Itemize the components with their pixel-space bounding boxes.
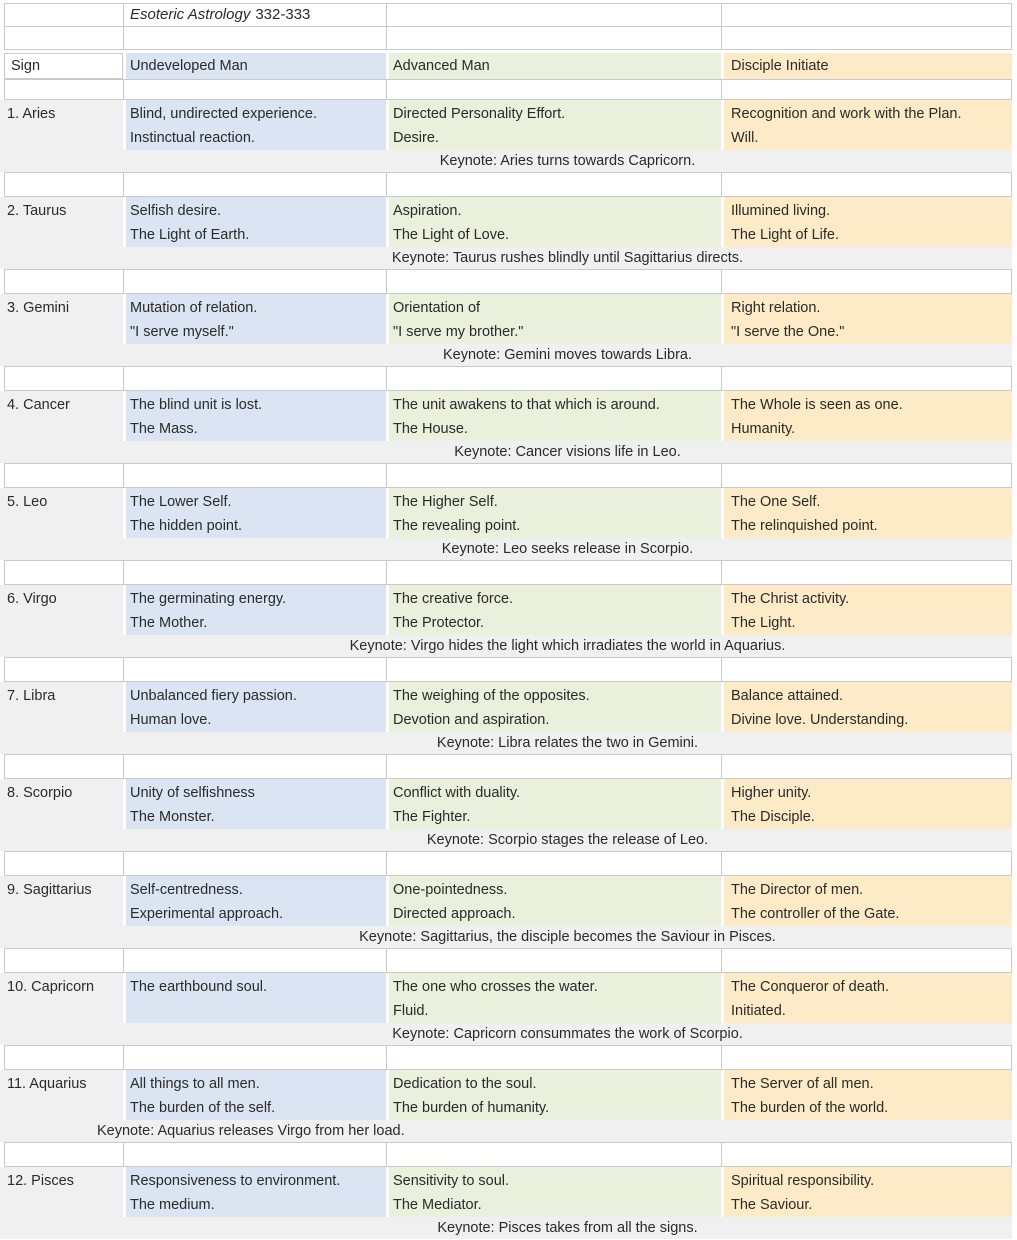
spacer-cell [124, 852, 387, 875]
cell-line: The Server of all men. [731, 1076, 874, 1092]
spacer-cell [5, 1143, 124, 1166]
sign-cell: 10. Capricorn [0, 973, 123, 1023]
advanced-man-cell [386, 100, 721, 150]
cell-line: Fluid. [393, 1003, 429, 1019]
sign-row-block [0, 100, 1012, 197]
column-header-sign: Sign [4, 53, 123, 79]
column-header-advanced-man: Advanced Man [386, 53, 721, 79]
sign-row-block [0, 294, 1012, 391]
disciple-initiate-cell [721, 973, 1012, 1023]
cell-line: Conflict with duality. [393, 785, 521, 801]
cell-line: The Higher Self. [393, 494, 498, 510]
advanced-man-cell [386, 876, 721, 926]
undeveloped-man-cell [123, 1070, 386, 1120]
spacer-cell [722, 755, 1011, 778]
keynote-row: Keynote: Gemini moves towards Libra. [0, 344, 1012, 366]
sign-cell: 4. Cancer [0, 391, 123, 441]
cell-line: "I serve myself." [130, 324, 234, 340]
spacer-cell [124, 367, 387, 390]
spacer-row [0, 172, 1012, 197]
spacer-cell [387, 1046, 722, 1069]
content-row [0, 391, 1012, 441]
spacer-cell [5, 949, 124, 972]
spacer-cell [387, 1143, 722, 1166]
undeveloped-man-cell [123, 294, 386, 344]
sign-row-block [0, 391, 1012, 488]
undeveloped-man-cell [123, 585, 386, 635]
spacer-cell [124, 949, 387, 972]
spacer-row-inner [4, 754, 1012, 779]
undeveloped-man-cell [123, 876, 386, 926]
spacer-cell [387, 367, 722, 390]
disciple-initiate-cell [721, 876, 1012, 926]
spacer-cell [124, 1046, 387, 1069]
cell-line: The Christ activity. [731, 591, 850, 607]
spacer-cell [387, 80, 722, 99]
content-row [0, 100, 1012, 150]
spacer-cell [124, 270, 387, 293]
cell-line: Will. [731, 130, 759, 146]
spacer-row [0, 26, 1012, 50]
title-row-empty-cell [5, 4, 124, 26]
content-row [0, 973, 1012, 1023]
cell-line: The revealing point. [393, 518, 521, 534]
spacer-cell [387, 27, 722, 49]
spacer-row-inner [4, 1142, 1012, 1167]
column-header-disciple-initiate: Disciple Initiate [721, 53, 1012, 79]
spacer-cell [5, 270, 124, 293]
spacer-row [0, 1142, 1012, 1167]
cell-line: The germinating energy. [130, 591, 287, 607]
cell-line: Unbalanced fiery passion. [130, 688, 297, 704]
spacer-row [0, 948, 1012, 973]
sign-blocks [0, 100, 1012, 1239]
cell-line: Directed Personality Effort. [393, 106, 566, 122]
spacer-cell [387, 464, 722, 487]
spacer-cell [5, 80, 124, 99]
cell-line: One-pointedness. [393, 882, 508, 898]
advanced-man-cell [386, 1167, 721, 1217]
spacer-row [0, 1045, 1012, 1070]
sign-cell: 1. Aries [0, 100, 123, 150]
cell-line: The one who crosses the water. [393, 979, 598, 995]
cell-line: The Light of Love. [393, 227, 510, 243]
advanced-man-cell [386, 973, 721, 1023]
undeveloped-man-cell [123, 100, 386, 150]
cell-line: The burden of the self. [130, 1100, 276, 1116]
cell-line: Recognition and work with the Plan. [731, 106, 962, 122]
content-row [0, 682, 1012, 732]
cell-line: Selfish desire. [130, 203, 222, 219]
cell-line: Directed approach. [393, 906, 516, 922]
spacer-cell [387, 173, 722, 196]
advanced-man-cell [386, 682, 721, 732]
cell-line: The Lower Self. [130, 494, 232, 510]
spacer-cell [722, 367, 1011, 390]
cell-line: The Disciple. [731, 809, 815, 825]
advanced-man-cell [386, 1070, 721, 1120]
keynote-row: Keynote: Aquarius releases Virgo from her load. [0, 1120, 1012, 1142]
cell-line: Aspiration. [393, 203, 462, 219]
spacer-cell [124, 561, 387, 584]
cell-line: Responsiveness to environment. [130, 1173, 341, 1189]
spacer-cell [124, 173, 387, 196]
keynote-row: Keynote: Taurus rushes blindly until Sagittarius directs. [0, 247, 1012, 269]
spacer-cell [124, 755, 387, 778]
content-row [0, 876, 1012, 926]
spacer-cell [387, 658, 722, 681]
column-header-undeveloped-man: Undeveloped Man [123, 53, 386, 79]
title-page-numbers: 332-333 [255, 6, 311, 23]
cell-line: The Mass. [130, 421, 198, 437]
spacer-cell [5, 561, 124, 584]
spacer-cell [722, 80, 1011, 99]
cell-line: Human love. [130, 712, 212, 728]
spacer-row [0, 463, 1012, 488]
sign-row-block [0, 973, 1012, 1070]
cell-line: Initiated. [731, 1003, 786, 1019]
cell-line: The Light. [731, 615, 796, 631]
advanced-man-cell [386, 197, 721, 247]
cell-line: "I serve my brother." [393, 324, 524, 340]
disciple-initiate-cell [721, 779, 1012, 829]
cell-line: The Light of Earth. [130, 227, 250, 243]
spacer-row-inner [4, 366, 1012, 391]
spacer-cell [387, 852, 722, 875]
keynote-row: Keynote: Sagittarius, the disciple becomes the Saviour in Pisces. [0, 926, 1012, 948]
sign-cell: 8. Scorpio [0, 779, 123, 829]
spacer-row [0, 269, 1012, 294]
cell-line: The Director of men. [731, 882, 864, 898]
cell-line: The Monster. [130, 809, 215, 825]
sign-cell: 11. Aquarius [0, 1070, 123, 1120]
spacer-cell [5, 755, 124, 778]
spacer-row-inner [4, 463, 1012, 488]
keynote-row: Keynote: Leo seeks release in Scorpio. [0, 538, 1012, 560]
advanced-man-cell [386, 294, 721, 344]
disciple-initiate-cell [721, 197, 1012, 247]
cell-line: The Mother. [130, 615, 208, 631]
content-row [0, 488, 1012, 538]
sign-cell: 3. Gemini [0, 294, 123, 344]
cell-line: The earthbound soul. [130, 979, 268, 995]
cell-line: Higher unity. [731, 785, 812, 801]
cell-line: The Saviour. [731, 1197, 813, 1213]
cell-line: Right relation. [731, 300, 821, 316]
title-row-empty-cell [722, 4, 1011, 26]
advanced-man-cell [386, 391, 721, 441]
sign-cell: 2. Taurus [0, 197, 123, 247]
sign-row-block [0, 488, 1012, 585]
page-title [124, 4, 387, 26]
title-row [0, 3, 1012, 27]
column-header-row [0, 53, 1012, 79]
spacer-cell [722, 270, 1011, 293]
undeveloped-man-cell [123, 779, 386, 829]
cell-line: The controller of the Gate. [731, 906, 900, 922]
cell-line: The weighing of the opposites. [393, 688, 590, 704]
spacer-row [0, 560, 1012, 585]
spacer-row-inner [4, 851, 1012, 876]
cell-line: The Light of Life. [731, 227, 840, 243]
undeveloped-man-cell [123, 682, 386, 732]
disciple-initiate-cell [721, 585, 1012, 635]
advanced-man-cell [386, 585, 721, 635]
cell-line: Humanity. [731, 421, 796, 437]
spacer-cell [5, 852, 124, 875]
undeveloped-man-cell [123, 197, 386, 247]
cell-line: Blind, undirected experience. [130, 106, 318, 122]
undeveloped-man-cell [123, 391, 386, 441]
disciple-initiate-cell [721, 1167, 1012, 1217]
cell-line: The medium. [130, 1197, 215, 1213]
sign-row-block [0, 779, 1012, 876]
content-row [0, 779, 1012, 829]
spacer-row [0, 657, 1012, 682]
spacer-cell [124, 27, 387, 49]
spacer-cell [124, 1143, 387, 1166]
cell-line: The creative force. [393, 591, 514, 607]
spacer-row [0, 366, 1012, 391]
title-row-empty-cell [387, 4, 722, 26]
spacer-row [0, 754, 1012, 779]
spacer-cell [5, 464, 124, 487]
cell-line: Spiritual responsibility. [731, 1173, 875, 1189]
sign-row-block [0, 876, 1012, 973]
spacer-row-inner [4, 657, 1012, 682]
content-row [0, 294, 1012, 344]
cell-line: Illumined living. [731, 203, 831, 219]
spacer-row-inner [4, 948, 1012, 973]
cell-line: The burden of the world. [731, 1100, 889, 1116]
spacer-cell [124, 80, 387, 99]
cell-line: Unity of selfishness [130, 785, 255, 801]
cell-line: The burden of humanity. [393, 1100, 550, 1116]
spacer-cell [722, 561, 1011, 584]
spacer-cell [5, 367, 124, 390]
spacer-cell [5, 173, 124, 196]
cell-line: The Protector. [393, 615, 485, 631]
spacer-cell [722, 27, 1011, 49]
spacer-row-inner [4, 172, 1012, 197]
spacer-row-inner [4, 560, 1012, 585]
cell-line: The Whole is seen as one. [731, 397, 903, 413]
disciple-initiate-cell [721, 100, 1012, 150]
undeveloped-man-cell [123, 1167, 386, 1217]
cell-line: Mutation of relation. [130, 300, 258, 316]
cell-line: Experimental approach. [130, 906, 284, 922]
sign-cell: 6. Virgo [0, 585, 123, 635]
title-work-name: Esoteric Astrology [130, 6, 251, 23]
keynote-row: Keynote: Capricorn consummates the work of Scorpio. [0, 1023, 1012, 1045]
spacer-cell [5, 27, 124, 49]
cell-line: Orientation of [393, 300, 481, 316]
cell-line: The relinquished point. [731, 518, 878, 534]
cell-line: Sensitivity to soul. [393, 1173, 510, 1189]
spacer-cell [387, 561, 722, 584]
spacer-row [0, 79, 1012, 100]
disciple-initiate-cell [721, 1070, 1012, 1120]
spacer-cell [387, 949, 722, 972]
cell-line: Balance attained. [731, 688, 844, 704]
cell-line: Devotion and aspiration. [393, 712, 550, 728]
cell-line: The Fighter. [393, 809, 471, 825]
content-row [0, 197, 1012, 247]
spacer-cell [722, 464, 1011, 487]
keynote-row: Keynote: Cancer visions life in Leo. [0, 441, 1012, 463]
sign-cell: 9. Sagittarius [0, 876, 123, 926]
advanced-man-cell [386, 488, 721, 538]
cell-line: The Conqueror of death. [731, 979, 889, 995]
undeveloped-man-cell [123, 488, 386, 538]
disciple-initiate-cell [721, 294, 1012, 344]
spacer-row-inner [4, 269, 1012, 294]
cell-line: Desire. [393, 130, 439, 146]
spacer-cell [5, 1046, 124, 1069]
content-row [0, 1167, 1012, 1217]
spacer-row-inner [4, 1045, 1012, 1070]
sign-cell: 5. Leo [0, 488, 123, 538]
sign-row-block [0, 1167, 1012, 1239]
keynote-row: Keynote: Virgo hides the light which irradiates the world in Aquarius. [0, 635, 1012, 657]
cell-line: The unit awakens to that which is around. [393, 397, 660, 413]
undeveloped-man-cell [123, 973, 386, 1023]
sign-cell: 12. Pisces [0, 1167, 123, 1217]
cell-line: Divine love. Understanding. [731, 712, 909, 728]
spacer-cell [722, 852, 1011, 875]
cell-line: Instinctual reaction. [130, 130, 255, 146]
keynote-row: Keynote: Pisces takes from all the signs. [0, 1217, 1012, 1239]
cell-line: The House. [393, 421, 468, 437]
spacer-cell [387, 755, 722, 778]
disciple-initiate-cell [721, 682, 1012, 732]
spacer-cell [722, 173, 1011, 196]
sign-row-block [0, 682, 1012, 779]
sign-row-block [0, 1070, 1012, 1167]
content-row [0, 1070, 1012, 1120]
disciple-initiate-cell [721, 391, 1012, 441]
cell-line: The hidden point. [130, 518, 243, 534]
cell-line: The Mediator. [393, 1197, 482, 1213]
advanced-man-cell [386, 779, 721, 829]
spacer-row [0, 851, 1012, 876]
spacer-cell [124, 464, 387, 487]
keynote-row: Keynote: Scorpio stages the release of Leo. [0, 829, 1012, 851]
cell-line: The One Self. [731, 494, 821, 510]
spacer-cell [722, 1143, 1011, 1166]
spacer-cell [387, 270, 722, 293]
cell-line: The blind unit is lost. [130, 397, 263, 413]
keynote-row: Keynote: Libra relates the two in Gemini. [0, 732, 1012, 754]
cell-line: All things to all men. [130, 1076, 260, 1092]
sign-cell: 7. Libra [0, 682, 123, 732]
cell-line: Dedication to the soul. [393, 1076, 537, 1092]
disciple-initiate-cell [721, 488, 1012, 538]
spacer-cell [722, 658, 1011, 681]
keynote-row: Keynote: Aries turns towards Capricorn. [0, 150, 1012, 172]
spacer-cell [722, 1046, 1011, 1069]
content-row [0, 585, 1012, 635]
cell-line: "I serve the One." [731, 324, 845, 340]
spacer-cell [5, 658, 124, 681]
sign-row-block [0, 197, 1012, 294]
spacer-cell [124, 658, 387, 681]
sign-row-block [0, 585, 1012, 682]
spacer-cell [722, 949, 1011, 972]
cell-line: Self-centredness. [130, 882, 243, 898]
